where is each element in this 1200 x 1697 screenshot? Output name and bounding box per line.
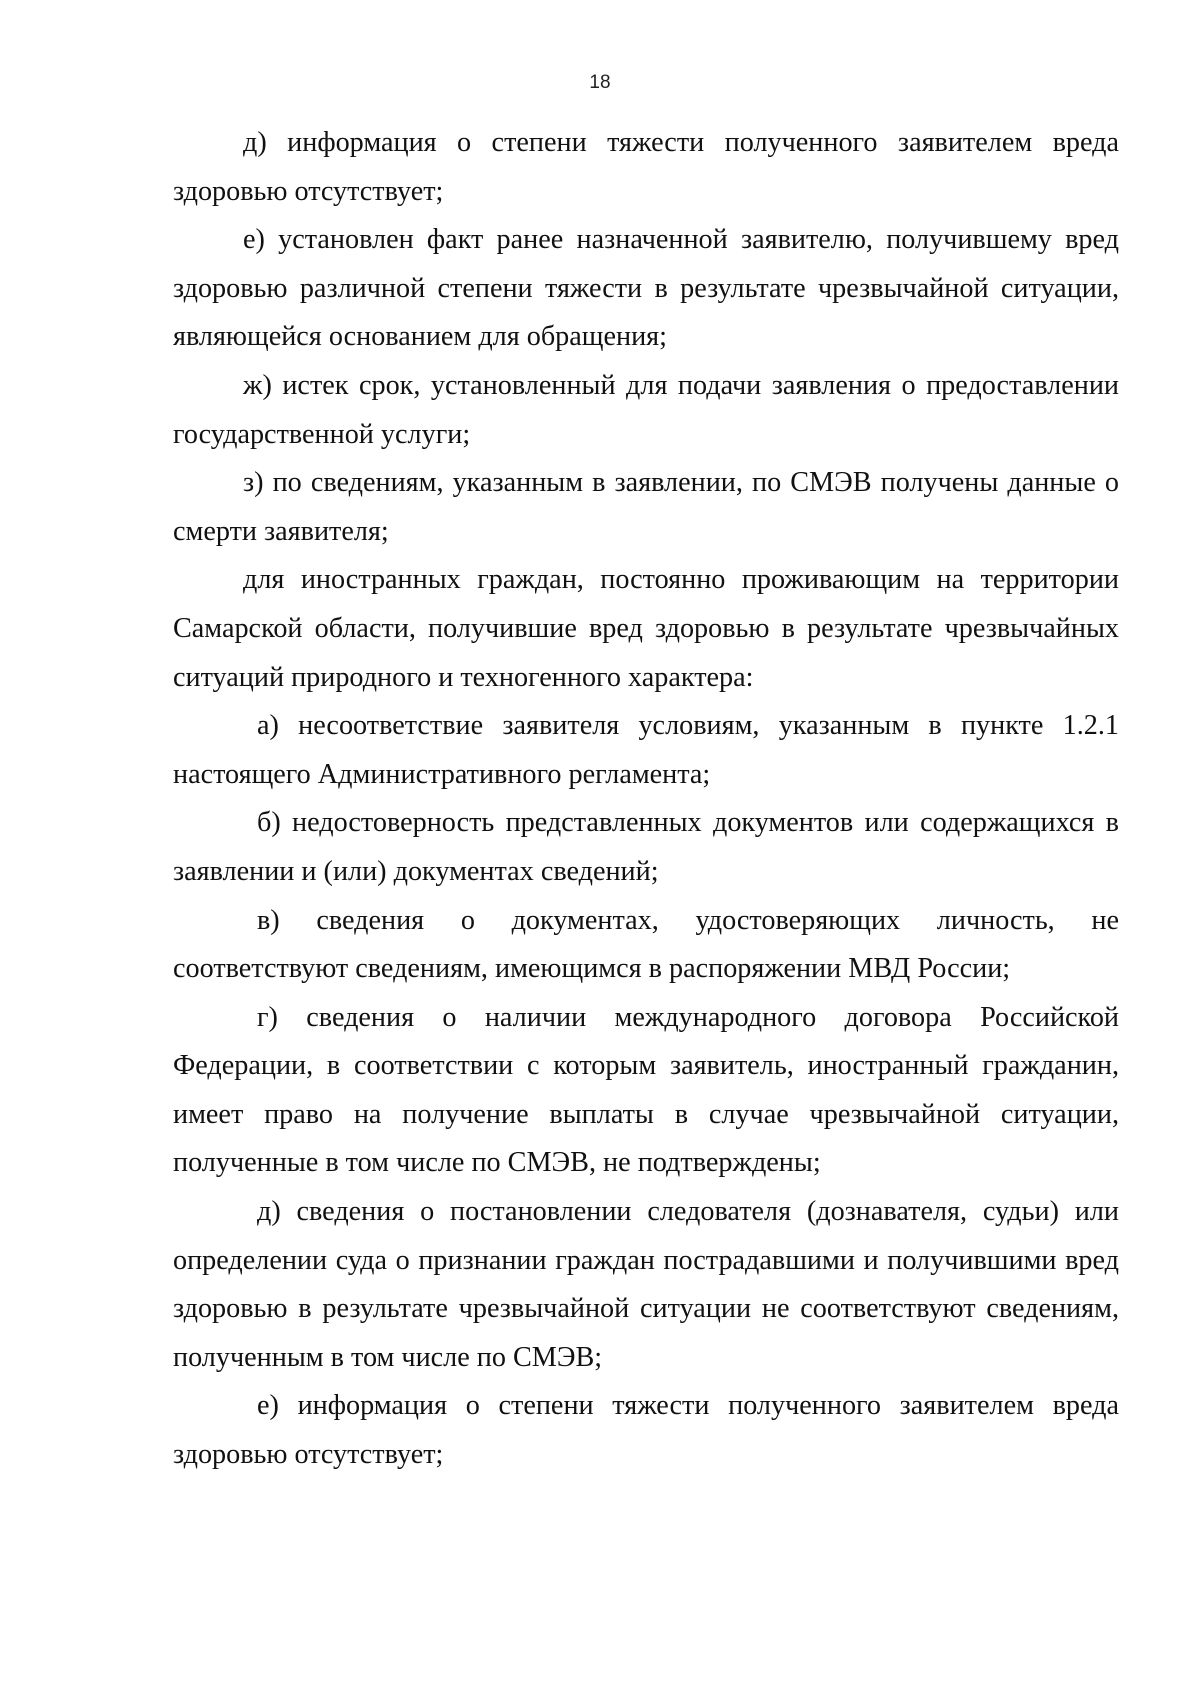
paragraph-a-nonconformity: а) несоответствие заявителя условиям, указанным в пункте 1.2.1 настоящего Административного регламента; [173, 710, 1119, 790]
paragraph-z-death-data: з) по сведениям, указанным в заявлении, по СМЭВ получены данные о смерти заявителя; [173, 467, 1119, 547]
paragraph-e-health-info: е) информация о степени тяжести полученного заявителем вреда здоровью отсутствует; [173, 1390, 1119, 1471]
paragraph-zh-deadline-expired: ж) истек срок, установленный для подачи заявления о предоставлении государственной услуги; [173, 369, 1119, 450]
paragraph-v-identity-documents: в) сведения о документах, удостоверяющих личность, не соответствуют сведениям, имеющимся в распоряжении МВД России; [173, 904, 1119, 985]
paragraph-e-prior-assignment: е) установлен факт ранее назначенной заявителю, получившему вред здоровью различной степени тяжести в результате чрезвычайной ситуации, являющейся основанием для обращения; [173, 224, 1119, 353]
paragraph-d-investigator-decision: д) сведения о постановлении следователя (дознавателя, судьи) или определении суда о признании граждан пострадавшими и получившими вред здоровью в результате чрезвычайной ситуации не соответствуют сведениям, полученным в том числе по СМЭВ; [173, 1196, 1119, 1373]
page-number: 18 [589, 72, 611, 93]
paragraph-d-health-info: д) информация о степени тяжести полученного заявителем вреда здоровью отсутствует; [173, 127, 1119, 207]
document-body [173, 119, 1119, 1480]
paragraph-g-international-treaty: г) сведения о наличии международного договора Российской Федерации, в соответствии с которым заявитель, иностранный гражданин, имеет право на получение выплаты в случае чрезвычайной ситуации, полученные в том числе по СМЭВ, не подтверждены; [173, 1001, 1119, 1179]
paragraph-foreign-citizens: для иностранных граждан, постоянно проживающим на территории Самарской области, получившие вред здоровью в результате чрезвычайных ситуаций природного и техногенного характера: [173, 564, 1119, 693]
paragraph-b-unreliable-documents: б) недостоверность представленных документов или содержащихся в заявлении и (или) документах сведений; [173, 807, 1119, 887]
